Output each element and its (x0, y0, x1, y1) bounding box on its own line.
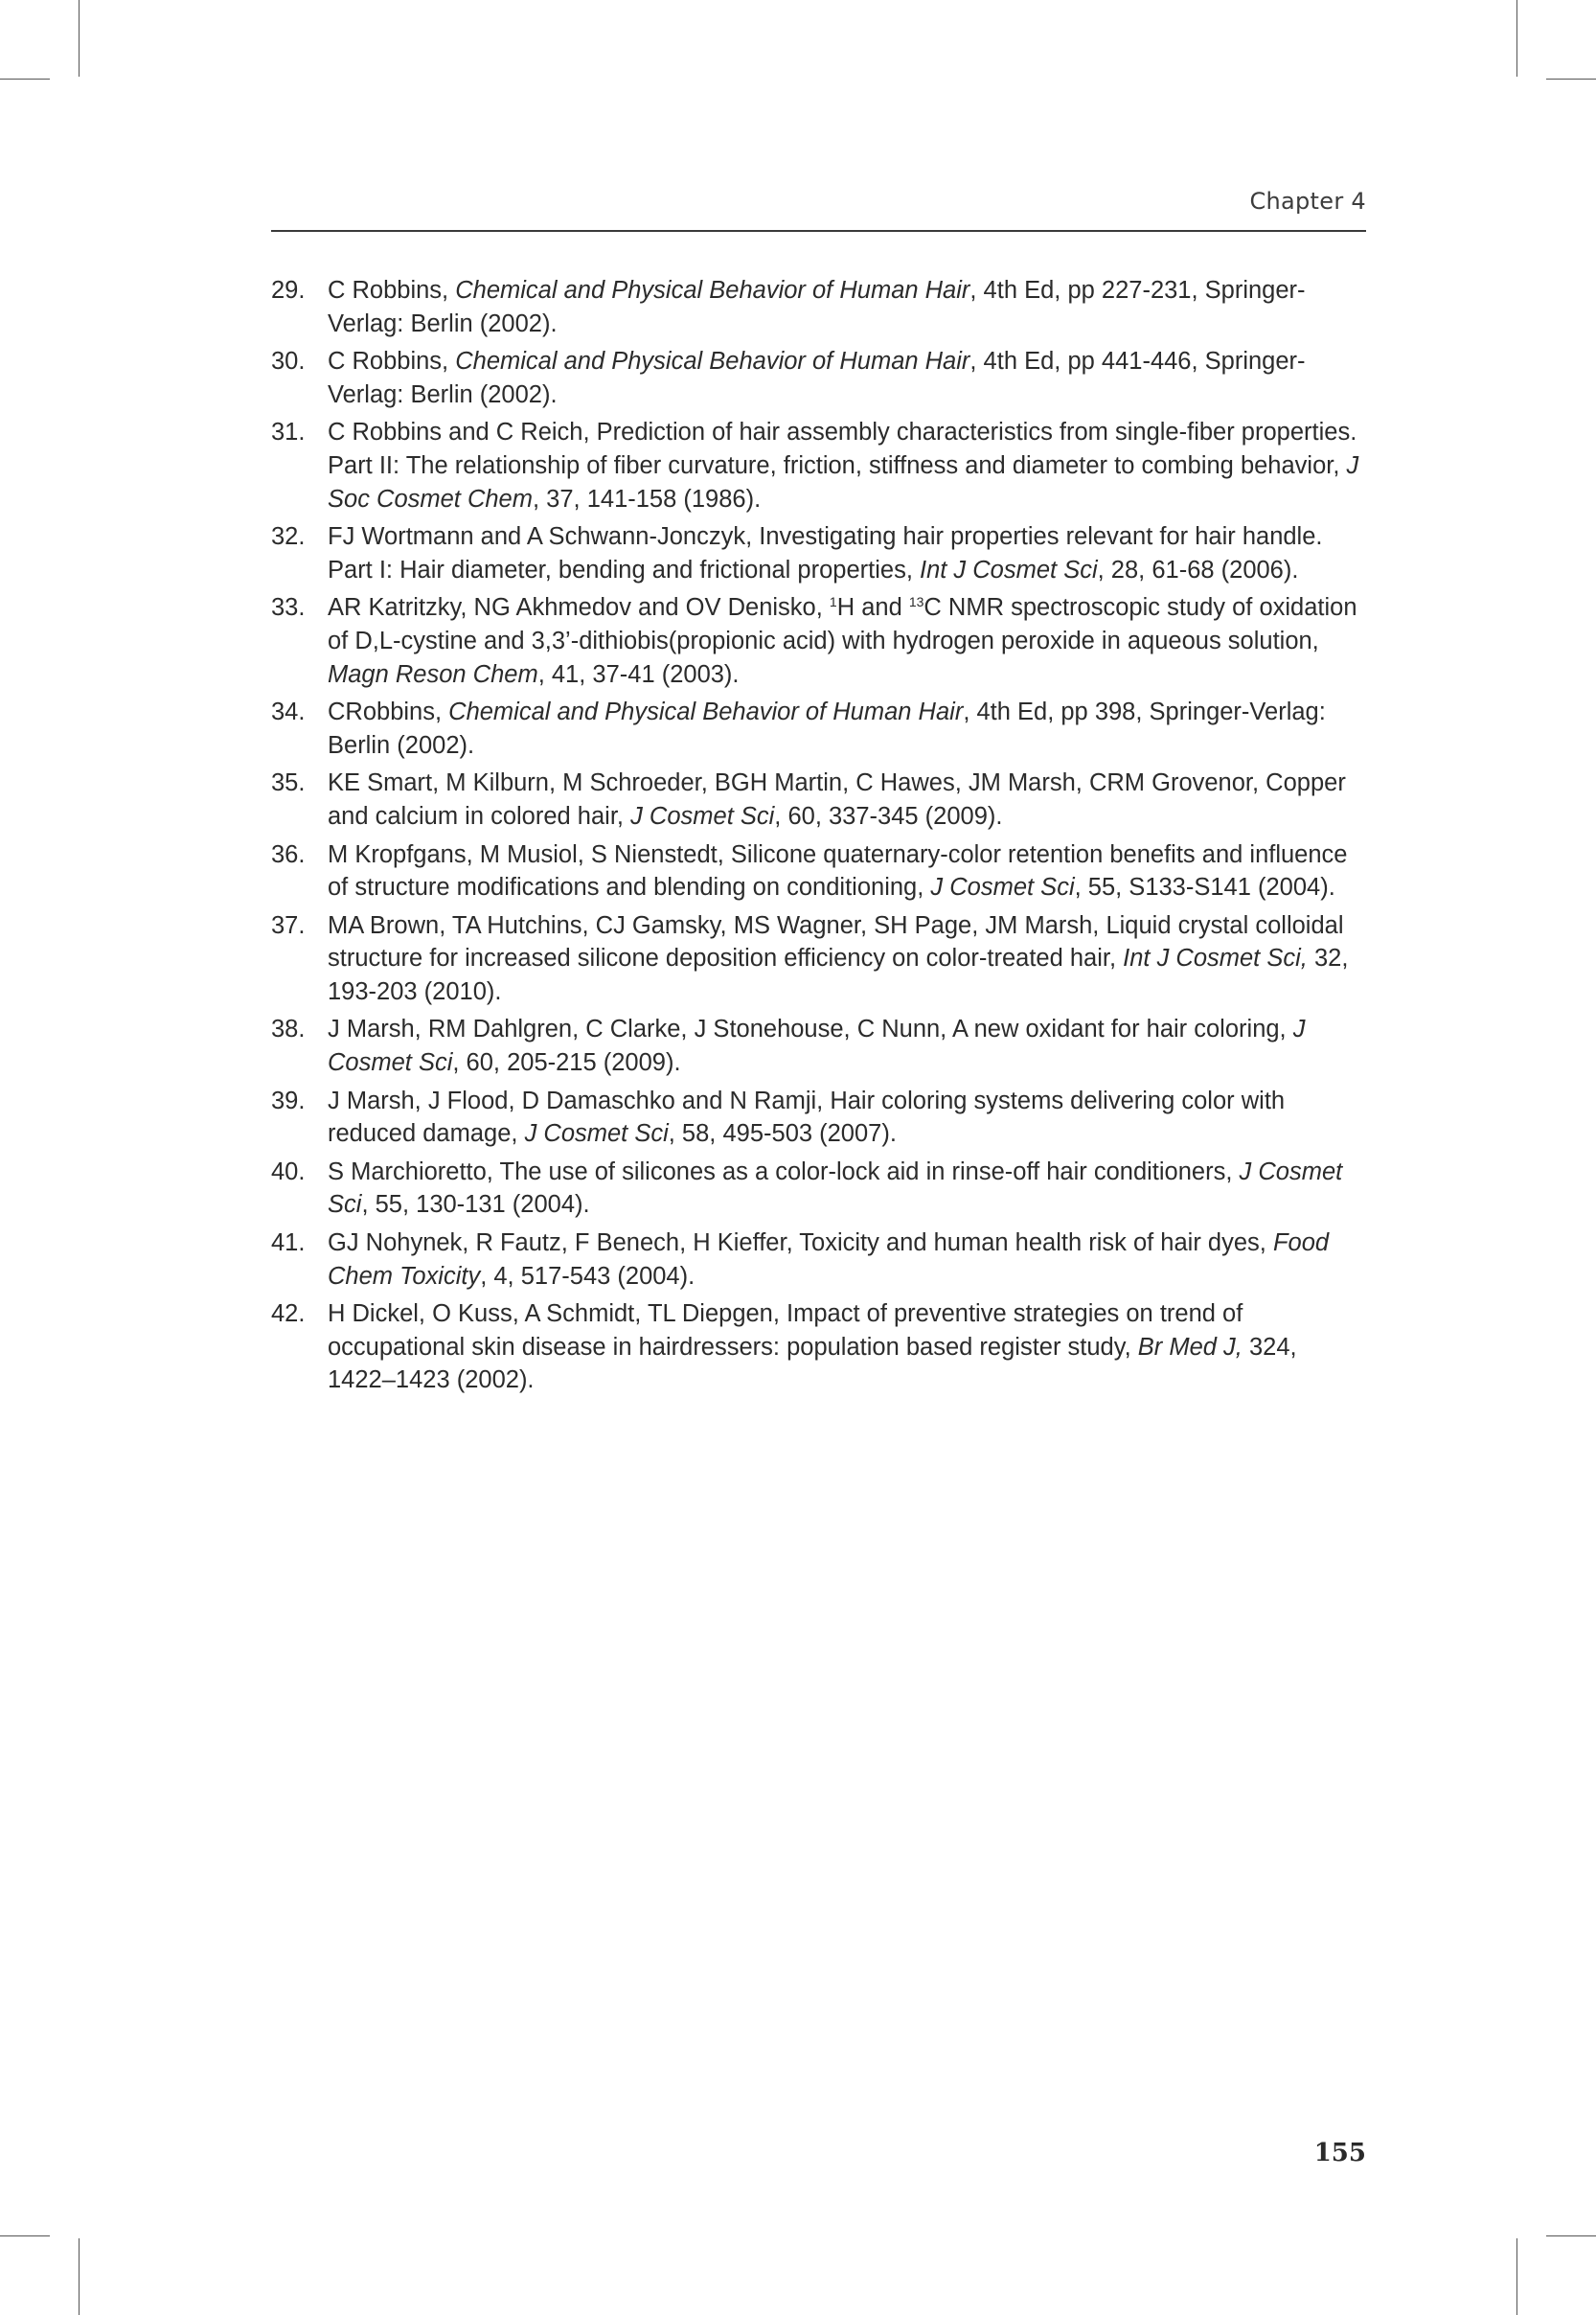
crop-mark (1546, 79, 1596, 80)
reference-italic-title: Br Med J, (1137, 1333, 1243, 1361)
reference-text (328, 912, 1348, 1005)
reference-text (328, 1088, 1285, 1148)
reference-segment: S Marchioretto, The use of silicones as a color-lock aid in rinse-off hair conditioners, (328, 1158, 1240, 1185)
reference-segment: H and (836, 594, 909, 622)
reference-number: 30. (271, 348, 306, 376)
crop-mark (79, 2238, 80, 2315)
crop-mark (1516, 0, 1517, 77)
reference-segment: C Robbins, (328, 277, 456, 304)
reference-item (271, 416, 1366, 516)
reference-number: 32. (271, 523, 306, 551)
reference-number: 37. (271, 911, 306, 939)
reference-item (271, 1085, 1366, 1151)
reference-segment: AR Katritzky, NG Akhmedov and OV Denisko, (328, 594, 830, 622)
reference-text (328, 277, 1306, 337)
reference-number: 34. (271, 699, 306, 726)
reference-segment: , 4th Ed, pp 398, Springer-Verlag: Berlin (2002). (328, 699, 1326, 759)
reference-item (271, 1156, 1366, 1222)
reference-italic-title: J Cosmet Sci (328, 1016, 1306, 1077)
reference-item (271, 838, 1366, 905)
reference-text (328, 769, 1346, 830)
crop-mark (1516, 2238, 1517, 2315)
reference-number: 38. (271, 1016, 306, 1043)
reference-segment: CRobbins, (328, 699, 449, 726)
reference-segment: J Marsh, J Flood, D Damaschko and N Ramji, Hair coloring systems delivering color with reduced damage, (328, 1087, 1286, 1148)
reference-superscript: 13 (908, 594, 924, 610)
reference-segment: C NMR spectroscopic study of oxidation of D,L-cystine and 3,3’-dithiobis(propionic acid) with hydrogen peroxide in aqueous solution, (328, 594, 1357, 654)
reference-text (328, 841, 1347, 902)
reference-text (328, 1016, 1305, 1076)
reference-segment: M Kropfgans, M Musiol, S Nienstedt, Silicone quaternary-color retention benefits and influence of structure modifications and blending on conditioning, (328, 840, 1348, 902)
reference-text (328, 594, 1357, 687)
crop-mark (79, 0, 80, 77)
reference-text (328, 523, 1323, 584)
reference-number: 41. (271, 1229, 306, 1257)
reference-item (271, 1297, 1366, 1397)
reference-item (271, 1013, 1366, 1079)
chapter-label: Chapter 4 (1249, 188, 1366, 215)
reference-item (271, 909, 1366, 1009)
reference-italic-title: Int J Cosmet Sci, (1123, 945, 1308, 973)
crop-mark (0, 79, 50, 80)
reference-number: 36. (271, 840, 306, 868)
page-number: 155 (1313, 2139, 1366, 2167)
reference-number: 40. (271, 1158, 306, 1185)
reference-segment: , 55, 130-131 (2004). (361, 1191, 590, 1219)
reference-number: 35. (271, 769, 306, 797)
reference-segment: C Robbins and C Reich, Prediction of hair assembly characteristics from single-fiber properties. Part II: The relationship of fiber curvature, friction, stiffness and diameter to combing behavior, (328, 419, 1357, 479)
reference-item (271, 1226, 1366, 1293)
reference-segment: , 4th Ed, pp 227-231, Springer-Verlag: Berlin (2002). (328, 277, 1306, 337)
reference-segment: FJ Wortmann and A Schwann-Jonczyk, Investigating hair properties relevant for hair handle. Part I: Hair diameter, bending and frictional properties, (328, 523, 1323, 584)
reference-italic-title: Chemical and Physical Behavior of Human Hair (455, 348, 970, 376)
reference-text (328, 348, 1306, 408)
reference-superscript: 1 (829, 594, 837, 610)
reference-italic-title: J Cosmet Sci (930, 874, 1075, 902)
running-header (271, 188, 1366, 232)
reference-segment: , 58, 495-503 (2007). (668, 1120, 897, 1148)
reference-segment: , 41, 37-41 (2003). (537, 660, 740, 688)
reference-list (271, 274, 1366, 1402)
reference-text (328, 1300, 1297, 1393)
reference-number: 31. (271, 419, 306, 447)
reference-segment: MA Brown, TA Hutchins, CJ Gamsky, MS Wagner, SH Page, JM Marsh, Liquid crystal colloidal structure for increased silicone deposition efficiency on color-treated hair, (328, 911, 1344, 973)
reference-segment: , 4th Ed, pp 441-446, Springer-Verlag: Berlin (2002). (328, 348, 1306, 408)
reference-item (271, 520, 1366, 586)
reference-segment: , 28, 61-68 (2006). (1097, 556, 1299, 584)
reference-italic-title: Magn Reson Chem (328, 660, 538, 688)
reference-text (328, 1229, 1329, 1290)
reference-segment: , 4, 517-543 (2004). (480, 1262, 695, 1290)
reference-italic-title: J Cosmet Sci (630, 802, 775, 830)
reference-number: 29. (271, 277, 306, 304)
reference-segment: J Marsh, RM Dahlgren, C Clarke, J Stonehouse, C Nunn, A new oxidant for hair coloring, (328, 1016, 1293, 1043)
reference-segment: GJ Nohynek, R Fautz, F Benech, H Kieffer, Toxicity and human health risk of hair dyes, (328, 1229, 1273, 1257)
reference-text (328, 699, 1326, 759)
reference-text (328, 419, 1358, 512)
reference-number: 42. (271, 1300, 306, 1328)
reference-item (271, 345, 1366, 411)
reference-italic-title: Chemical and Physical Behavior of Human Hair (455, 277, 970, 304)
reference-item (271, 696, 1366, 762)
reference-italic-title: J Cosmet Sci (524, 1120, 669, 1148)
reference-item (271, 274, 1366, 340)
reference-segment: , 37, 141-158 (1986). (533, 485, 762, 513)
reference-segment: , 55, S133-S141 (2004). (1074, 874, 1335, 902)
reference-item (271, 591, 1366, 691)
reference-italic-title: J Cosmet Sci (328, 1158, 1343, 1219)
reference-italic-title: Food Chem Toxicity (328, 1229, 1330, 1290)
reference-italic-title: Int J Cosmet Sci (920, 556, 1098, 584)
reference-segment: 324, 1422–1423 (2002). (328, 1333, 1297, 1394)
reference-segment: C Robbins, (328, 348, 456, 376)
reference-text (328, 1158, 1342, 1219)
crop-mark (1546, 2235, 1596, 2236)
reference-number: 33. (271, 594, 306, 622)
reference-segment: H Dickel, O Kuss, A Schmidt, TL Diepgen, Impact of preventive strategies on trend of occupational skin disease in hairdressers: population based register study, (328, 1300, 1243, 1361)
reference-segment: 32, 193-203 (2010). (328, 945, 1349, 1005)
crop-mark (0, 2235, 50, 2236)
reference-segment: KE Smart, M Kilburn, M Schroeder, BGH Martin, C Hawes, JM Marsh, CRM Grovenor, Copper and calcium in colored hair, (328, 769, 1346, 830)
reference-number: 39. (271, 1087, 306, 1114)
reference-segment: , 60, 337-345 (2009). (774, 802, 1003, 830)
reference-italic-title: J Soc Cosmet Chem (328, 451, 1359, 513)
reference-segment: , 60, 205-215 (2009). (452, 1049, 681, 1077)
reference-italic-title: Chemical and Physical Behavior of Human Hair (448, 699, 964, 726)
reference-item (271, 767, 1366, 833)
